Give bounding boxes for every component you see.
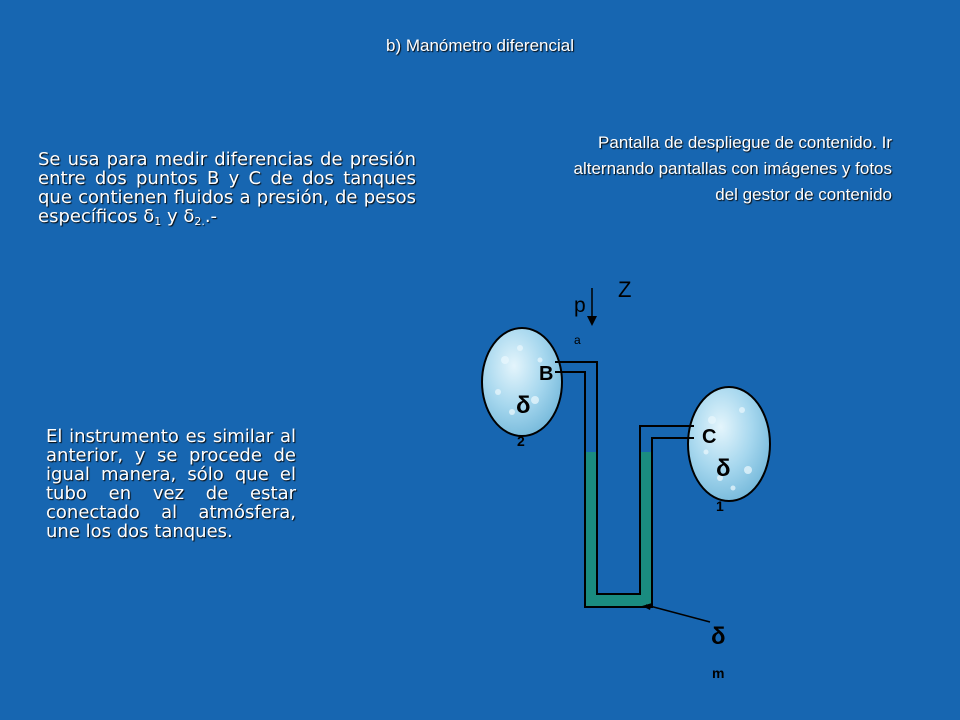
slide-title: b) Manómetro diferencial bbox=[385, 36, 575, 55]
paragraph-end: .- bbox=[204, 206, 218, 227]
delta-manometer-subscript: m bbox=[712, 665, 725, 681]
delta-manometer: δ bbox=[711, 623, 726, 650]
delta-left: δ bbox=[516, 392, 531, 419]
subscript-1: 1 bbox=[154, 215, 162, 228]
manometer-tube bbox=[558, 362, 688, 607]
pressure-arrow-head bbox=[587, 316, 597, 326]
manometer-fluid bbox=[585, 452, 652, 607]
point-b-label: B bbox=[539, 363, 554, 385]
pa-subscript: a bbox=[574, 333, 581, 347]
fluid-leader-line bbox=[646, 605, 710, 622]
paragraph-middle: y δ bbox=[161, 206, 195, 227]
delta-right-subscript: 1 bbox=[716, 498, 724, 514]
tank-right bbox=[688, 387, 770, 501]
delta-right: δ bbox=[716, 455, 731, 482]
subscript-2: 2. bbox=[194, 215, 205, 228]
z-label: Z bbox=[618, 277, 632, 302]
point-c-label: C bbox=[702, 426, 717, 448]
instrument-paragraph: El instrumento es similar al anterior, y se procede de igual manera, sólo que el tubo en vez de estar conectado al atmósfera, une los dos tanques. bbox=[46, 426, 296, 542]
content-note: Pantalla de despliegue de contenido. Ir alternando pantallas con imágenes y fotos del gestor de contenido bbox=[573, 133, 892, 204]
paragraph-text: Se usa para medir diferencias de presión entre dos puntos B y C de dos tanques que contienen fluidos a presión, de pesos específicos δ bbox=[38, 149, 416, 227]
delta-left-subscript: 2 bbox=[517, 433, 525, 449]
pa-label: p bbox=[574, 294, 586, 317]
